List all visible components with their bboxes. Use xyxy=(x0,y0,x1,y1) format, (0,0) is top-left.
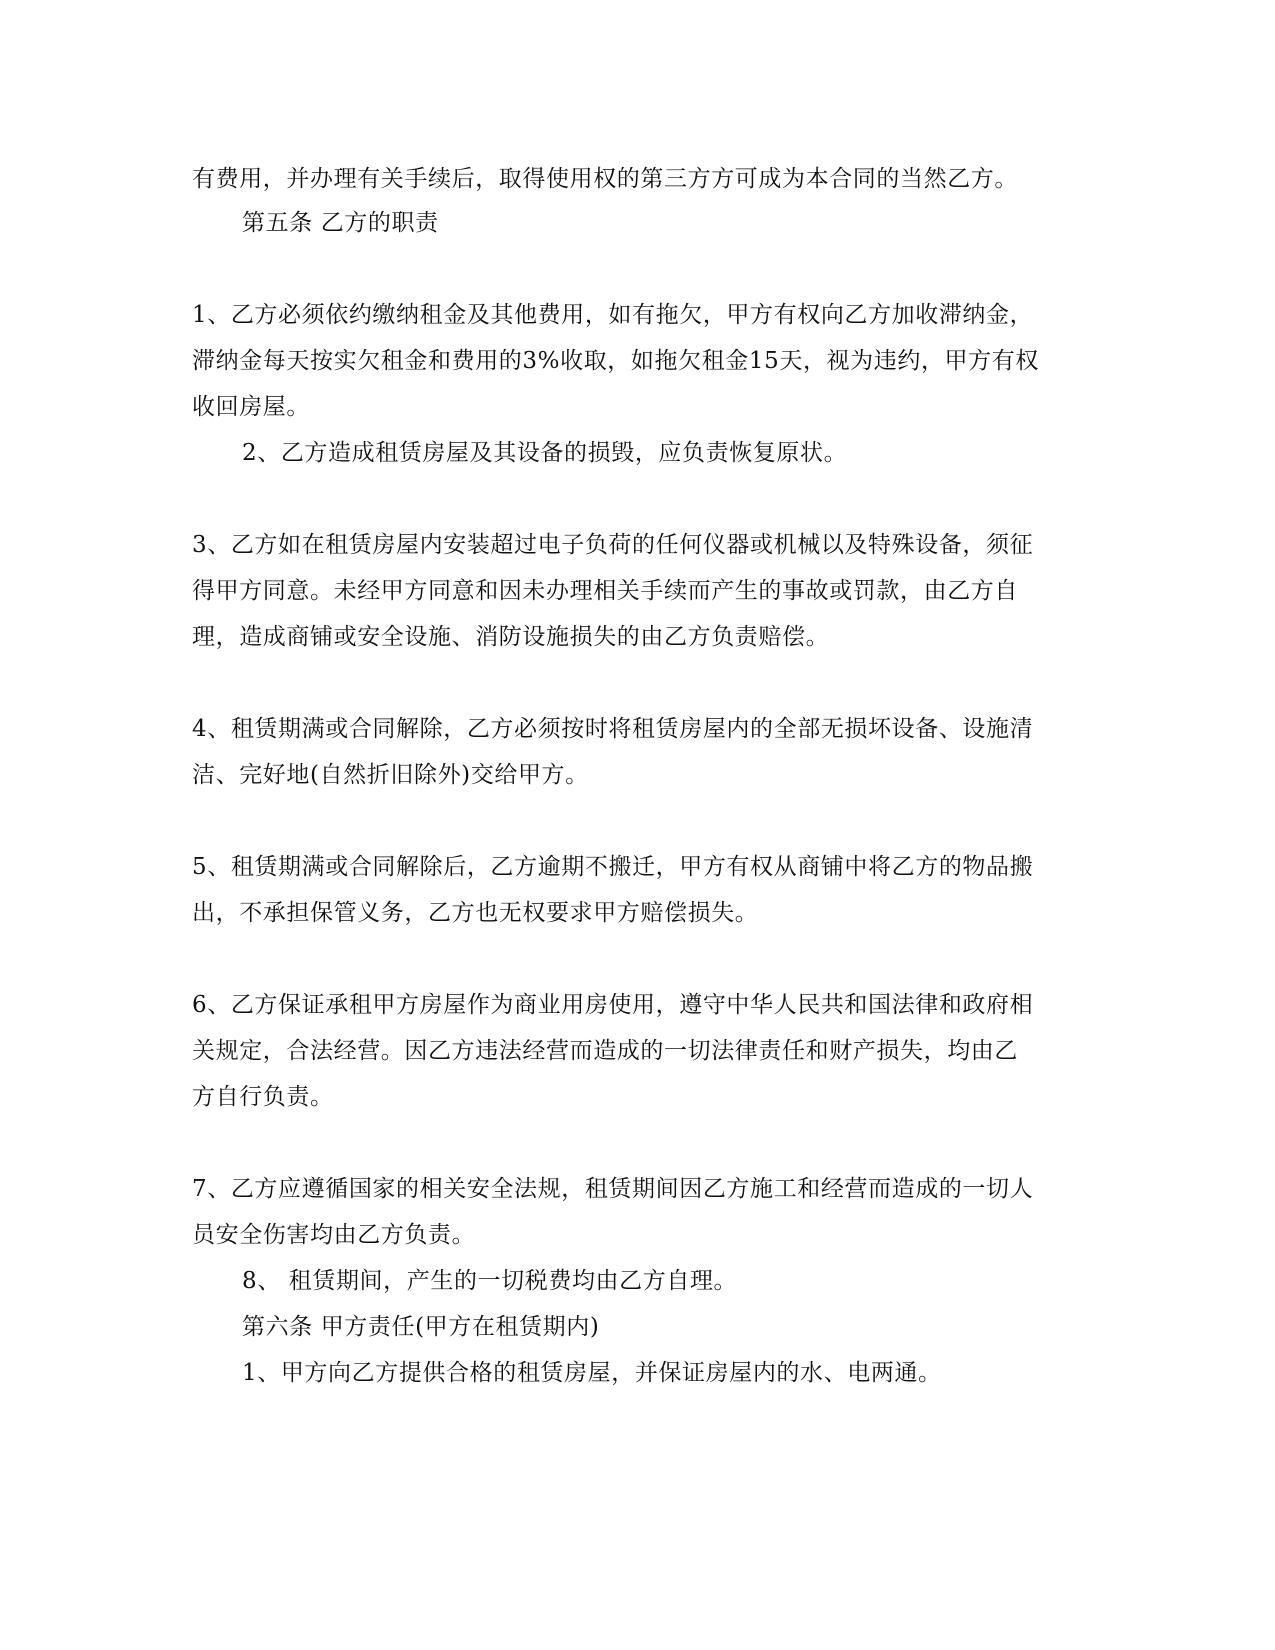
text-line: 7、乙方应遵循国家的相关安全法规，租赁期间因乙方施工和经营而造成的一切人 xyxy=(192,1176,1034,1202)
text-line: 1、乙方必须依约缴纳租金及其他费用，如有拖欠，甲方有权向乙方加收滞纳金， xyxy=(192,302,1034,328)
text-line: 理，造成商铺或安全设施、消防设施损失的由乙方负责赔偿。 xyxy=(192,624,830,650)
text-line: 1、甲方向乙方提供合格的租赁房屋，并保证房屋内的水、电两通。 xyxy=(242,1360,942,1386)
text-line: 出，不承担保管义务，乙方也无权要求甲方赔偿损失。 xyxy=(192,900,759,926)
text-line: 8、 租赁期间，产生的一切税费均由乙方自理。 xyxy=(242,1268,738,1294)
text-line: 6、乙方保证承租甲方房屋作为商业用房使用，遵守中华人民共和国法律和政府相 xyxy=(192,992,1034,1018)
section-heading: 第六条 甲方责任(甲方在租赁期内) xyxy=(242,1314,600,1340)
text-line: 关规定，合法经营。因乙方违法经营而造成的一切法律责任和财产损失，均由乙 xyxy=(192,1038,1018,1064)
text-line: 3、乙方如在租赁房屋内安装超过电子负荷的任何仪器或机械以及特殊设备，须征 xyxy=(192,532,1034,558)
text-line: 得甲方同意。未经甲方同意和因未办理相关手续而产生的事故或罚款，由乙方自 xyxy=(192,578,1018,604)
text-line: 洁、完好地(自然折旧除外)交给甲方。 xyxy=(192,762,589,788)
text-line: 方自行负责。 xyxy=(192,1084,334,1110)
text-line: 收回房屋。 xyxy=(192,394,310,420)
text-line: 5、租赁期满或合同解除后，乙方逾期不搬迁，甲方有权从商铺中将乙方的物品搬 xyxy=(192,854,1034,880)
text-line: 有费用，并办理有关手续后，取得使用权的第三方方可成为本合同的当然乙方。 xyxy=(192,166,1018,192)
text-line: 员安全伤害均由乙方负责。 xyxy=(192,1222,476,1248)
text-line: 4、租赁期满或合同解除，乙方必须按时将租赁房屋内的全部无损坏设备、设施清 xyxy=(192,716,1034,742)
section-heading: 第五条 乙方的职责 xyxy=(242,210,439,236)
text-line: 滞纳金每天按实欠租金和费用的3%收取，如拖欠租金15天，视为违约，甲方有权 xyxy=(192,348,1039,374)
text-line: 2、乙方造成租赁房屋及其设备的损毁，应负责恢复原状。 xyxy=(242,440,848,466)
